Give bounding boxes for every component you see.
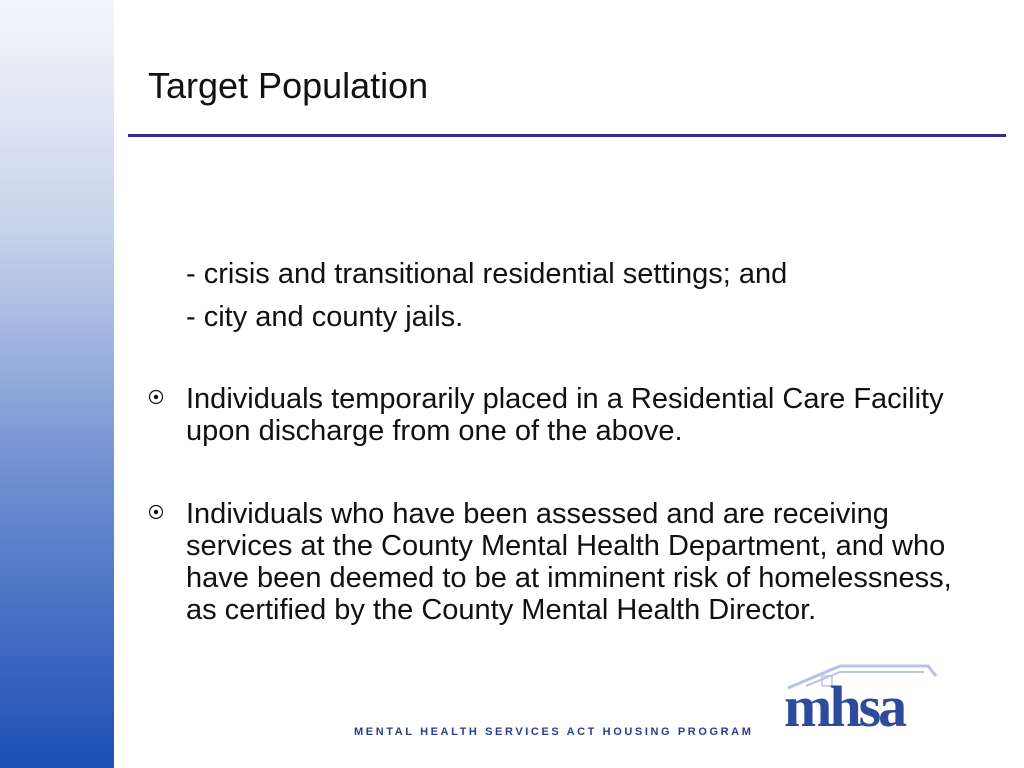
title-divider bbox=[128, 134, 1006, 137]
circled-dot-bullet-icon bbox=[148, 504, 164, 520]
side-gradient-bar bbox=[0, 0, 114, 768]
footer-program-name: MENTAL HEALTH SERVICES ACT HOUSING PROGRAM bbox=[354, 726, 754, 738]
bullet-text: Individuals temporarily placed in a Residential Care Facility upon discharge from one of the above. bbox=[186, 383, 944, 447]
logo-wordmark: mhsa bbox=[784, 674, 905, 739]
slide-title: Target Population bbox=[148, 65, 429, 106]
bullet-text: Individuals who have been assessed and are receiving services at the County Mental Health Department, and who have been deemed to be at imminent risk of homelessness, as certified by the County Mental Health Director. bbox=[186, 498, 952, 626]
sub-line-jails: - city and county jails. bbox=[186, 301, 464, 333]
sub-line-crisis: - crisis and transitional residential settings; and bbox=[186, 258, 788, 290]
circled-dot-bullet-icon bbox=[148, 389, 164, 405]
mhsa-logo bbox=[778, 662, 942, 748]
